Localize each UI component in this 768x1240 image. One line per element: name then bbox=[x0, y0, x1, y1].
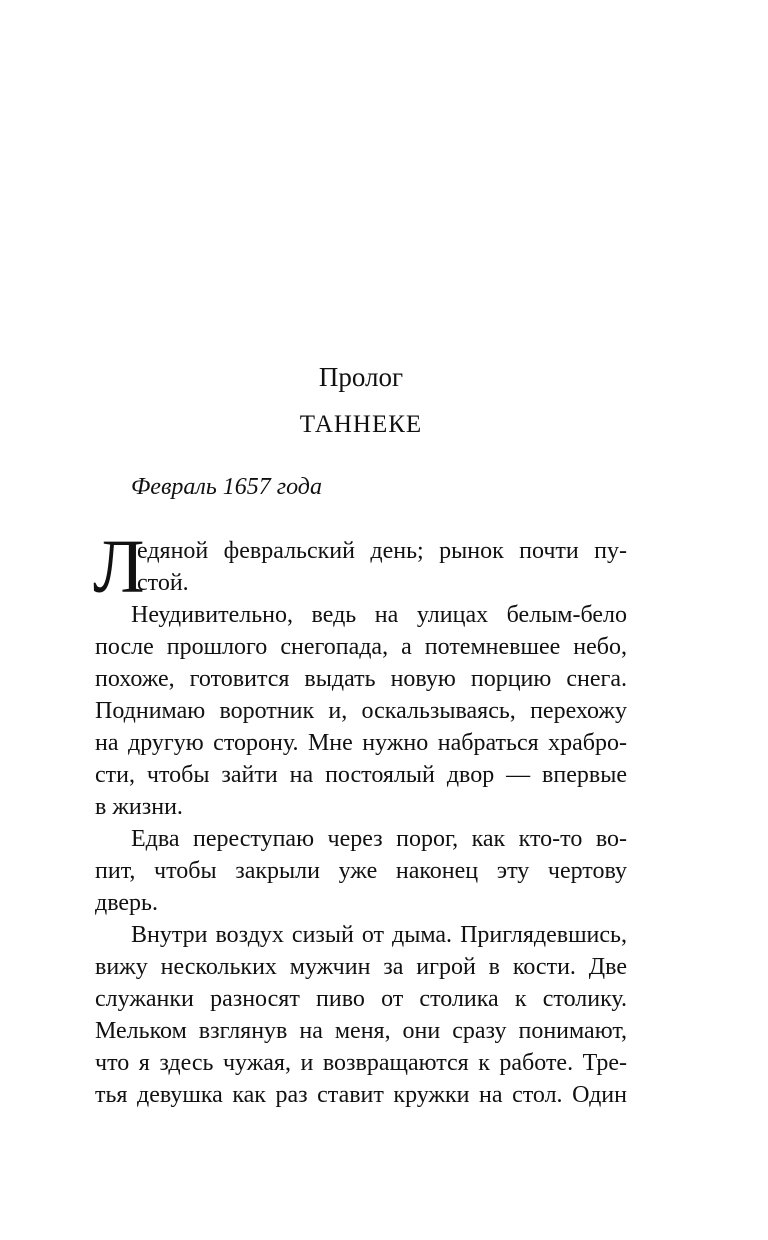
text-line: тья девушка как раз ставит кружки на стол. Один bbox=[95, 1082, 627, 1108]
text-line: после прошлого снегопада, а потемневшее небо, bbox=[95, 634, 627, 660]
text-line: Едва переступаю через порог, как кто-то во- bbox=[131, 826, 627, 852]
text-line: Поднимаю воротник и, оскальзываясь, перехожу bbox=[95, 698, 627, 724]
text-line: Неудивительно, ведь на улицах белым-бело bbox=[131, 602, 627, 628]
body-text bbox=[93, 525, 627, 1111]
text-line: похоже, готовится выдать новую порцию снега. bbox=[95, 666, 627, 692]
text-line: служанки разносят пиво от столика к столику. bbox=[95, 986, 627, 1012]
text-line: Мельком взглянув на меня, они сразу понимают, bbox=[95, 1018, 627, 1044]
text-line: Внутри воздух сизый от дыма. Приглядевшись, bbox=[131, 922, 627, 948]
chapter-label: Пролог bbox=[318, 362, 404, 392]
text-line: дверь. bbox=[95, 890, 158, 916]
text-line: что я здесь чужая, и возвращаются к работе. Тре- bbox=[95, 1050, 627, 1076]
chapter-title: ТАННЕКЕ bbox=[299, 411, 423, 438]
text-line: сти, чтобы зайти на постоялый двор — впервые bbox=[95, 762, 627, 788]
text-line: стой. bbox=[137, 570, 189, 596]
text-line: едяной февральский день; рынок почти пу- bbox=[137, 538, 627, 564]
text-line: вижу нескольких мужчин за игрой в кости. Две bbox=[95, 954, 627, 980]
chapter-date: Февраль 1657 года bbox=[131, 474, 322, 500]
text-line: пит, чтобы закрыли уже наконец эту чертову bbox=[95, 858, 627, 884]
drop-cap: Л bbox=[93, 525, 145, 609]
text-line: на другую сторону. Мне нужно набраться храбро- bbox=[95, 730, 627, 756]
text-line: в жизни. bbox=[95, 794, 183, 820]
